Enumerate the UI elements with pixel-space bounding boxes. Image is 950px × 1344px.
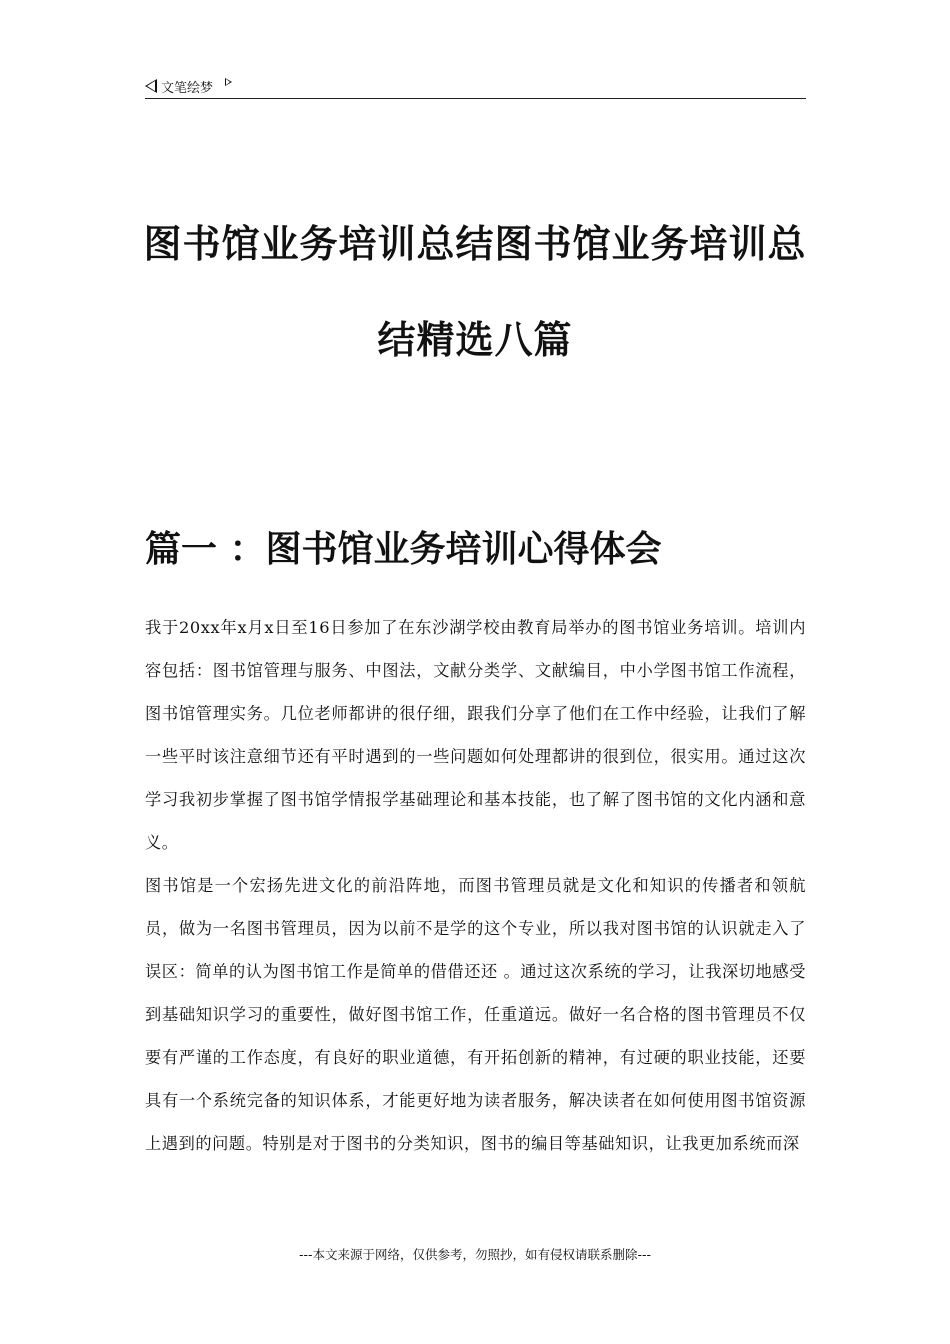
section-heading: 篇一 ：图书馆业务培训心得体会 <box>145 529 662 570</box>
document-title <box>140 196 810 388</box>
title-line-1: 图书馆业务培训总结图书馆业务培训总 <box>143 222 807 266</box>
triangle-right-icon <box>225 78 232 86</box>
paragraph-1: 我于20xx年x月x日至16日参加了在东沙湖学校由教育局举办的图书馆业务培训。培训内容包括：图书馆管理与服务、中图法，文献分类学、文献编目，中小学图书馆工作流程，图书馆管理实务。几位老师都讲的很仔细，跟我们分享了他们在工作中经验，让我们了解一些平时该注意细节还有平时遇到的一些问题如何处理都讲的很到位，很实用。通过这次学习我初步掌握了图书馆学情报学基础理论和基本技能，也了解了图书馆的文化内涵和意义。 <box>145 618 806 852</box>
paragraph-2: 图书馆是一个宏扬先进文化的前沿阵地，而图书管理员就是文化和知识的传播者和领航员，做为一名图书管理员，因为以前不是学的这个专业，所以我对图书馆的认识就走入了误区：简单的认为图书馆工作是简单的借借还还 。通过这次系统的学习，让我深切地感受到基础知识学习的重要性，做好图书馆工作，任重道远。做好一名合格的图书管理员不仅要有严谨的工作态度，有良好的职业道德，有开拓创新的精神，有过硬的职业技能，还要具有一个系统完备的知识体系，才能更好地为读者服务，解决读者在如何使用图书馆资源上遇到的问题。特别是对于图书的分类知识，图书的编目等基础知识，让我更加系统而深 <box>145 876 806 1153</box>
title-line-2: 结精选八篇 <box>377 318 573 362</box>
page-footer: ---本文来源于网络，仅供参考，勿照抄，如有侵权请联系删除--- <box>298 1247 652 1262</box>
header-label: 文笔绘梦 <box>161 80 214 96</box>
triangle-left-icon <box>145 79 157 93</box>
section-body <box>145 606 806 1165</box>
page-header <box>145 74 806 99</box>
